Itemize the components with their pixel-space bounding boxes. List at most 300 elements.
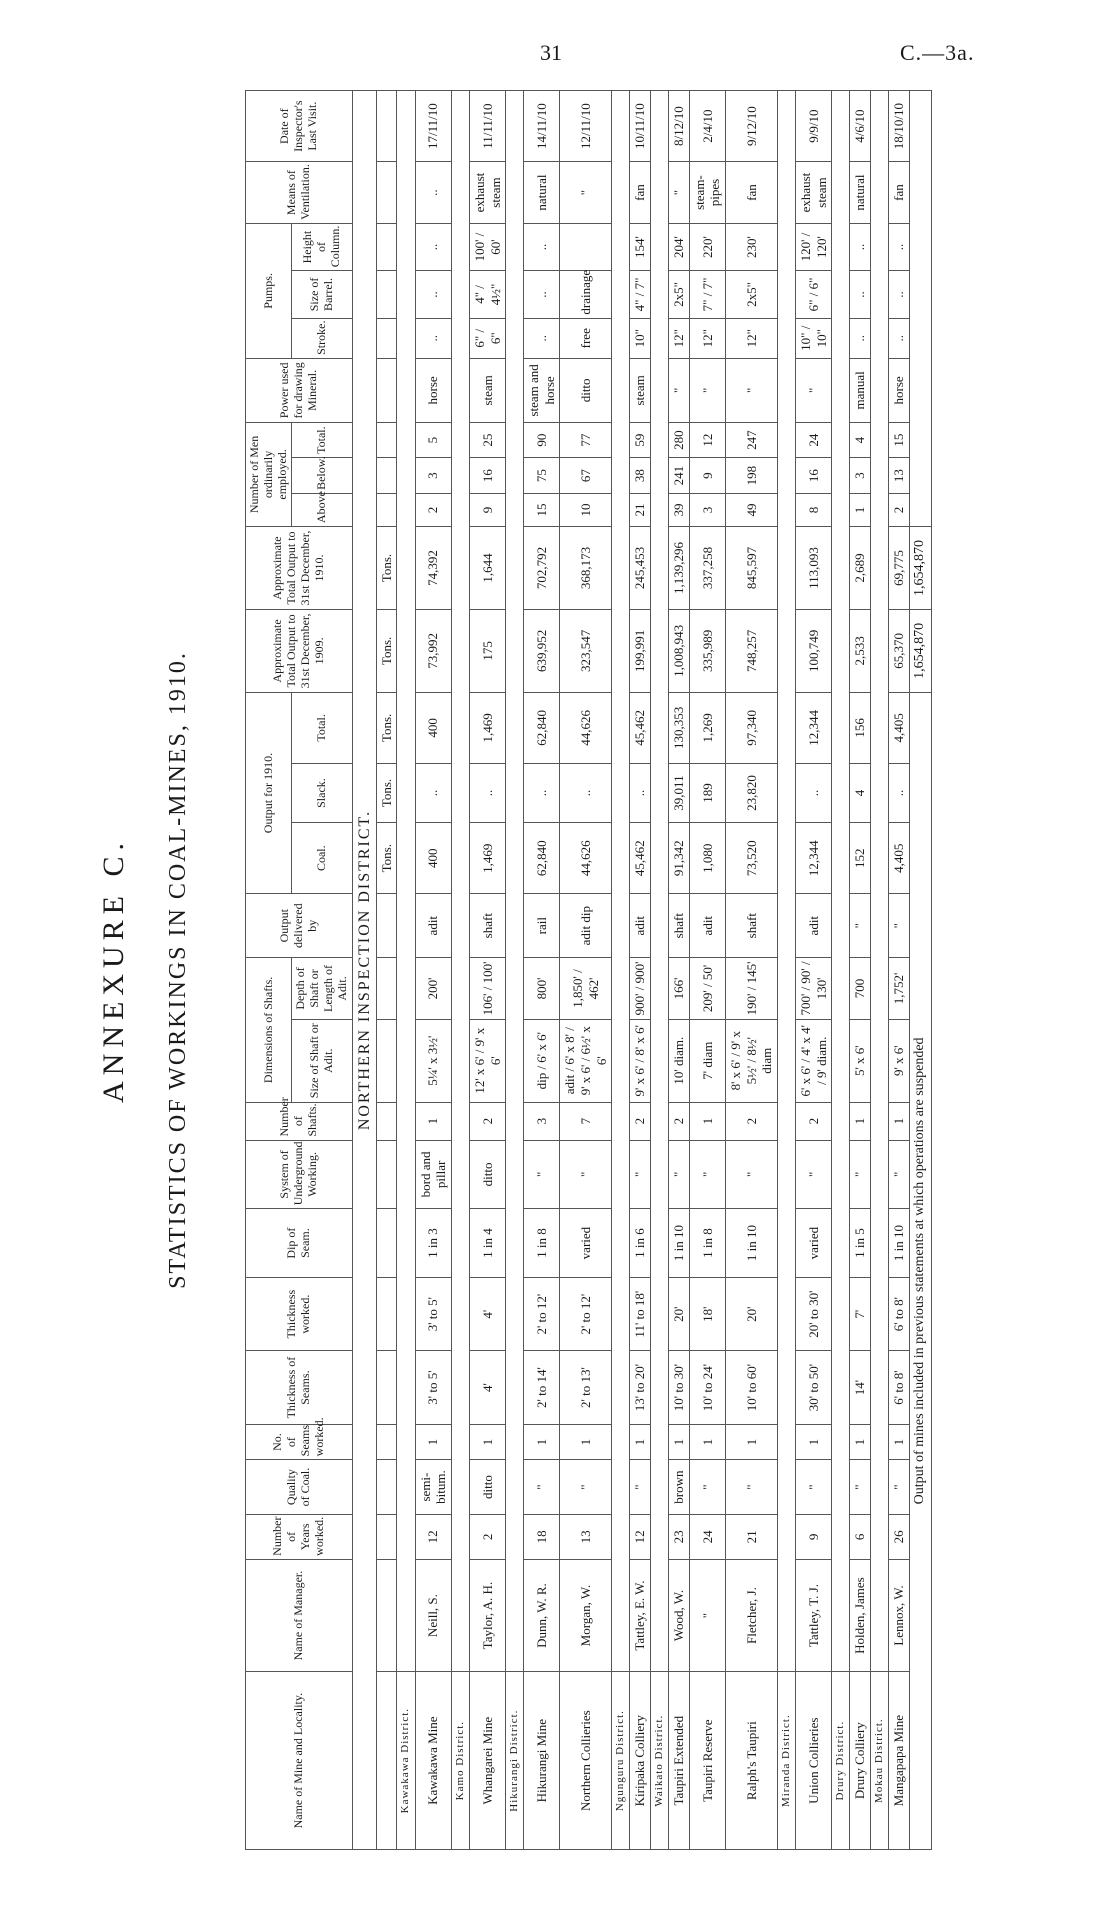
cell-name: Drury Colliery — [850, 1672, 871, 1850]
cell-dip: 1 in 6 — [630, 1209, 651, 1278]
cell-power: steam and horse — [524, 358, 560, 422]
cell-quality: " — [524, 1460, 560, 1514]
page-number: 31 — [540, 40, 562, 65]
rotated-page-content — [95, 90, 995, 1850]
header-men-above: Above — [292, 493, 352, 526]
header-barrel: Size of Barrel. — [292, 271, 352, 318]
cell-seams: 1 — [889, 1424, 910, 1460]
cell-coal: 1,080 — [689, 823, 725, 894]
cell-above: 8 — [795, 493, 831, 526]
cell-power: horse — [415, 358, 451, 422]
cell-slack: .. — [889, 763, 910, 822]
cell-column: .. — [889, 223, 910, 270]
cell-visit: 12/11/10 — [560, 91, 612, 162]
cell-depth: 700 — [850, 958, 871, 1020]
cell-above: 9 — [469, 493, 505, 526]
cell-delivered: shaft — [726, 894, 778, 958]
cell-coal: 45,462 — [630, 823, 651, 894]
cell-years: 12 — [630, 1514, 651, 1559]
cell-slack: .. — [795, 763, 831, 822]
cell-manager: Holden, James — [850, 1559, 871, 1672]
cell-out10: 845,597 — [726, 527, 778, 610]
cell-stroke: free — [560, 318, 612, 358]
header-dim-size: Size of Shaft or Adit. — [292, 1019, 352, 1102]
header-manager: Name of Manager. — [246, 1559, 353, 1672]
cell-total: 1,469 — [469, 692, 505, 763]
header-men-total: Total. — [292, 422, 352, 458]
cell-below: 9 — [689, 458, 725, 494]
cell-below: 13 — [889, 458, 910, 494]
cell-years: 24 — [689, 1514, 725, 1559]
cell-manager: Tattley, T. J. — [795, 1559, 831, 1672]
cell-shafts: 1 — [850, 1102, 871, 1140]
cell-column: .. — [415, 223, 451, 270]
cell-manager: Lennox, W. — [889, 1559, 910, 1672]
cell-worked: 20' — [726, 1277, 778, 1350]
cell-size: 6' x 6' / 4' x 4' / 9' diam. — [795, 1019, 831, 1102]
cell-dip: 1 in 4 — [469, 1209, 505, 1278]
cell-stroke: .. — [524, 318, 560, 358]
table-row — [469, 91, 505, 1850]
district-name: Drury District. — [832, 1672, 850, 1850]
cell-power: ditto — [560, 358, 612, 422]
cell-thick: 14' — [850, 1351, 871, 1424]
cell-dip: 1 in 10 — [726, 1209, 778, 1278]
cell-above: 49 — [726, 493, 778, 526]
document-code: C.—3a. — [900, 40, 975, 65]
cell-vent: " — [560, 162, 612, 224]
cell-coal: 91,342 — [669, 823, 690, 894]
cell-delivered: adit — [689, 894, 725, 958]
cell-barrel: 7" / 7" — [689, 271, 725, 318]
cell-depth: 700' / 90' / 130' — [795, 958, 831, 1020]
footnote-output-1910: 1,654,870 — [909, 527, 931, 610]
cell-delivered: " — [850, 894, 871, 958]
cell-size: 9' x 6' — [889, 1019, 910, 1102]
cell-years: 2 — [469, 1514, 505, 1559]
cell-mtotal: 280 — [669, 422, 690, 458]
header-total: Total. — [292, 692, 352, 763]
cell-column: 154' — [630, 223, 651, 270]
cell-column: .. — [850, 223, 871, 270]
cell-delivered: adit — [415, 894, 451, 958]
cell-mtotal: 12 — [689, 422, 725, 458]
cell-coal: 44,626 — [560, 823, 612, 894]
cell-coal: 4,405 — [889, 823, 910, 894]
district-name: Waikato District. — [651, 1672, 669, 1850]
cell-shafts: 3 — [524, 1102, 560, 1140]
cell-thick: 3' to 5' — [415, 1351, 451, 1424]
cell-worked: 2' to 12' — [524, 1277, 560, 1350]
annexure-heading: ANNEXURE C. — [97, 837, 130, 1103]
cell-years: 13 — [560, 1514, 612, 1559]
unit-total: Tons. — [376, 692, 397, 763]
district-heading-row — [451, 91, 469, 1850]
header-dimensions: Dimensions of Shafts. — [246, 958, 292, 1102]
cell-barrel: 6" / 6" — [795, 271, 831, 318]
cell-slack: 189 — [689, 763, 725, 822]
cell-system: " — [669, 1140, 690, 1209]
cell-mtotal: 25 — [469, 422, 505, 458]
cell-mtotal: 77 — [560, 422, 612, 458]
cell-above: 39 — [669, 493, 690, 526]
cell-out10: 1,644 — [469, 527, 505, 610]
cell-column: .. — [524, 223, 560, 270]
cell-out09: 748,257 — [726, 609, 778, 692]
cell-power: " — [726, 358, 778, 422]
cell-below: 38 — [630, 458, 651, 494]
cell-delivered: shaft — [669, 894, 690, 958]
table-row — [850, 91, 871, 1850]
header-name-locality: Name of Mine and Locality. — [246, 1672, 353, 1850]
header-output-1910: Output for 1910. — [246, 692, 292, 893]
cell-seams: 1 — [560, 1424, 612, 1460]
cell-seams: 1 — [726, 1424, 778, 1460]
cell-total: 97,340 — [726, 692, 778, 763]
cell-coal: 62,840 — [524, 823, 560, 894]
cell-thick: 10' to 24' — [689, 1351, 725, 1424]
cell-years: 6 — [850, 1514, 871, 1559]
table-row — [689, 91, 725, 1850]
cell-mtotal: 15 — [889, 422, 910, 458]
cell-thick: 30' to 50' — [795, 1351, 831, 1424]
cell-visit: 17/11/10 — [415, 91, 451, 162]
cell-seams: 1 — [415, 1424, 451, 1460]
header-coal: Coal. — [292, 823, 352, 894]
header-seams-worked: No. of Seams worked. — [246, 1424, 353, 1460]
cell-system: " — [630, 1140, 651, 1209]
cell-shafts: 2 — [669, 1102, 690, 1140]
cell-delivered: rail — [524, 894, 560, 958]
cell-quality: " — [560, 1460, 612, 1514]
cell-above: 21 — [630, 493, 651, 526]
unit-out10: Tons. — [376, 527, 397, 610]
cell-barrel: .. — [850, 271, 871, 318]
cell-seams: 1 — [630, 1424, 651, 1460]
cell-quality: brown — [669, 1460, 690, 1514]
cell-seams: 1 — [850, 1424, 871, 1460]
cell-worked: 6' to 8' — [889, 1277, 910, 1350]
table-row — [889, 91, 910, 1850]
cell-size: 12' x 6' / 9' x 6' — [469, 1019, 505, 1102]
cell-name: Ralph's Taupiri — [726, 1672, 778, 1850]
cell-slack: 39,011 — [669, 763, 690, 822]
cell-manager: Wood, W. — [669, 1559, 690, 1672]
cell-out09: 65,370 — [889, 609, 910, 692]
cell-above: 3 — [689, 493, 725, 526]
cell-years: 21 — [726, 1514, 778, 1559]
cell-depth: 900' / 900' — [630, 958, 651, 1020]
cell-barrel: 2x5" — [726, 271, 778, 318]
cell-power: horse — [889, 358, 910, 422]
cell-depth: 1,752' — [889, 958, 910, 1020]
cell-out10: 702,792 — [524, 527, 560, 610]
cell-thick: 6' to 8' — [889, 1351, 910, 1424]
cell-thick: 2' to 14' — [524, 1351, 560, 1424]
cell-size: 7' diam — [689, 1019, 725, 1102]
cell-name: Whangarei Mine — [469, 1672, 505, 1850]
cell-stroke: .. — [415, 318, 451, 358]
cell-out10: 245,453 — [630, 527, 651, 610]
cell-seams: 1 — [689, 1424, 725, 1460]
cell-visit: 9/9/10 — [795, 91, 831, 162]
cell-power: " — [795, 358, 831, 422]
cell-mtotal: 90 — [524, 422, 560, 458]
cell-visit: 18/10/10 — [889, 91, 910, 162]
header-dim-depth: Depth of Shaft or Length of Adit. — [292, 958, 352, 1020]
cell-size: 5¼' x 3½' — [415, 1019, 451, 1102]
cell-stroke: .. — [850, 318, 871, 358]
cell-shafts: 2 — [630, 1102, 651, 1140]
cell-column: 120' / 120' — [795, 223, 831, 270]
cell-name: Mangapapa Mine — [889, 1672, 910, 1850]
cell-vent: natural — [524, 162, 560, 224]
cell-size: 8' x 6' / 9' x 5½' / 8½' diam — [726, 1019, 778, 1102]
cell-years: 18 — [524, 1514, 560, 1559]
cell-visit: 4/6/10 — [850, 91, 871, 162]
inspection-district-heading: NORTHERN INSPECTION DISTRICT. — [352, 91, 376, 1850]
cell-years: 26 — [889, 1514, 910, 1559]
cell-power: " — [689, 358, 725, 422]
cell-worked: 11' to 18' — [630, 1277, 651, 1350]
cell-worked: 2' to 12' — [560, 1277, 612, 1350]
cell-power: steam — [469, 358, 505, 422]
cell-thick: 10' to 30' — [669, 1351, 690, 1424]
district-name: Kamo District. — [451, 1672, 469, 1850]
cell-stroke: 12" — [669, 318, 690, 358]
cell-size: adit / 6' x 8' / 9' x 6' / 6½' x 6' — [560, 1019, 612, 1102]
cell-total: 130,353 — [669, 692, 690, 763]
cell-slack: .. — [560, 763, 612, 822]
cell-out10: 74,392 — [415, 527, 451, 610]
cell-shafts: 1 — [689, 1102, 725, 1140]
cell-manager: Dunn, W. R. — [524, 1559, 560, 1672]
cell-size: 9' x 6' / 8' x 6' — [630, 1019, 651, 1102]
cell-depth: 800' — [524, 958, 560, 1020]
header-men: Number of Men ordinarily employed. — [246, 422, 292, 526]
cell-barrel: 2x5" — [669, 271, 690, 318]
cell-shafts: 1 — [889, 1102, 910, 1140]
table-row — [795, 91, 831, 1850]
district-heading-row — [870, 91, 888, 1850]
cell-barrel: drainage — [560, 271, 612, 318]
table-row — [669, 91, 690, 1850]
cell-stroke: 6" / 6" — [469, 318, 505, 358]
cell-out10: 113,093 — [795, 527, 831, 610]
header-system: System of Underground Working. — [246, 1140, 353, 1209]
cell-column: 204' — [669, 223, 690, 270]
cell-visit: 8/12/10 — [669, 91, 690, 162]
cell-stroke: 10" — [630, 318, 651, 358]
cell-worked: 18' — [689, 1277, 725, 1350]
district-name: Miranda District. — [777, 1672, 795, 1850]
cell-manager: " — [689, 1559, 725, 1672]
unit-coal: Tons. — [376, 823, 397, 894]
cell-name: Union Collieries — [795, 1672, 831, 1850]
cell-vent: steam-pipes — [689, 162, 725, 224]
cell-vent: " — [669, 162, 690, 224]
cell-slack: 4 — [850, 763, 871, 822]
cell-manager: Taylor, A. H. — [469, 1559, 505, 1672]
cell-total: 400 — [415, 692, 451, 763]
cell-shafts: 7 — [560, 1102, 612, 1140]
cell-seams: 1 — [795, 1424, 831, 1460]
header-power: Power used for drawing Mineral. — [246, 358, 353, 422]
cell-below: 67 — [560, 458, 612, 494]
district-heading-row — [612, 91, 630, 1850]
cell-out09: 199,991 — [630, 609, 651, 692]
footnote-label: Output of mines included in previous statements at which operations are suspended — [909, 692, 931, 1849]
table-row — [630, 91, 651, 1850]
table-row — [415, 91, 451, 1850]
cell-delivered: shaft — [469, 894, 505, 958]
cell-years: 12 — [415, 1514, 451, 1559]
cell-vent: exhaust steam — [469, 162, 505, 224]
cell-slack: .. — [630, 763, 651, 822]
cell-years: 23 — [669, 1514, 690, 1559]
table-title: STATISTICS OF WORKINGS IN COAL-MINES, 1910. — [165, 651, 191, 1289]
cell-size: dip / 6' x 6' — [524, 1019, 560, 1102]
cell-above: 10 — [560, 493, 612, 526]
cell-worked: 3' to 5' — [415, 1277, 451, 1350]
cell-system: bord and pillar — [415, 1140, 451, 1209]
cell-total: 156 — [850, 692, 871, 763]
cell-out10: 368,173 — [560, 527, 612, 610]
district-name: Ngunguru District. — [612, 1672, 630, 1850]
cell-shafts: 2 — [469, 1102, 505, 1140]
cell-seams: 1 — [524, 1424, 560, 1460]
cell-out10: 2,689 — [850, 527, 871, 610]
cell-coal: 400 — [415, 823, 451, 894]
cell-total: 12,344 — [795, 692, 831, 763]
cell-slack: .. — [524, 763, 560, 822]
header-last-visit: Date of Inspector's Last Visit. — [246, 91, 353, 162]
cell-barrel: .. — [415, 271, 451, 318]
cell-thick: 4' — [469, 1351, 505, 1424]
cell-depth: 200' — [415, 958, 451, 1020]
header-thickness-seams: Thickness of Seams. — [246, 1351, 353, 1424]
cell-name: Kawakawa Mine — [415, 1672, 451, 1850]
header-stroke: Stroke. — [292, 318, 352, 358]
cell-name: Taupiri Reserve — [689, 1672, 725, 1850]
table-row — [524, 91, 560, 1850]
cell-system: " — [689, 1140, 725, 1209]
cell-below: 3 — [415, 458, 451, 494]
cell-column: 230' — [726, 223, 778, 270]
cell-system: " — [795, 1140, 831, 1209]
cell-visit: 10/11/10 — [630, 91, 651, 162]
cell-out09: 1,008,943 — [669, 609, 690, 692]
cell-name: Northern Collieries — [560, 1672, 612, 1850]
cell-name: Kiripaka Colliery — [630, 1672, 651, 1850]
cell-dip: varied — [560, 1209, 612, 1278]
cell-above: 15 — [524, 493, 560, 526]
district-heading-row — [832, 91, 850, 1850]
cell-visit: 9/12/10 — [726, 91, 778, 162]
cell-mtotal: 247 — [726, 422, 778, 458]
cell-barrel: 4" / 4½" — [469, 271, 505, 318]
district-name: Kawakawa District. — [397, 1672, 415, 1850]
cell-name: Taupiri Extended — [669, 1672, 690, 1850]
cell-vent: natural — [850, 162, 871, 224]
cell-stroke: 12" — [689, 318, 725, 358]
cell-below: 198 — [726, 458, 778, 494]
cell-quality: " — [689, 1460, 725, 1514]
cell-out09: 100,749 — [795, 609, 831, 692]
cell-out09: 2,533 — [850, 609, 871, 692]
cell-quality: semi-bitum. — [415, 1460, 451, 1514]
cell-system: ditto — [469, 1140, 505, 1209]
cell-vent: exhaust steam — [795, 162, 831, 224]
district-heading-row — [506, 91, 524, 1850]
header-ventilation: Means of Ventilation. — [246, 162, 353, 224]
cell-depth: 1,850' / 462' — [560, 958, 612, 1020]
cell-manager: Fletcher, J. — [726, 1559, 778, 1672]
cell-system: " — [889, 1140, 910, 1209]
cell-mtotal: 5 — [415, 422, 451, 458]
cell-system: " — [524, 1140, 560, 1209]
cell-dip: 1 in 10 — [669, 1209, 690, 1278]
cell-power: steam — [630, 358, 651, 422]
cell-mtotal: 4 — [850, 422, 871, 458]
cell-system: " — [560, 1140, 612, 1209]
header-shafts: Number of Shafts. — [246, 1102, 353, 1140]
header-pumps: Pumps. — [246, 223, 292, 358]
header-column: Height of Column. — [292, 223, 352, 270]
unit-slack: Tons. — [376, 763, 397, 822]
cell-vent: fan — [630, 162, 651, 224]
cell-mtotal: 24 — [795, 422, 831, 458]
cell-out10: 337,258 — [689, 527, 725, 610]
unit-out09: Tons. — [376, 609, 397, 692]
cell-delivered: adit dip — [560, 894, 612, 958]
cell-manager: Neill, S. — [415, 1559, 451, 1672]
district-heading-row — [777, 91, 795, 1850]
cell-out09: 73,992 — [415, 609, 451, 692]
cell-above: 2 — [889, 493, 910, 526]
cell-mtotal: 59 — [630, 422, 651, 458]
cell-power: manual — [850, 358, 871, 422]
cell-dip: varied — [795, 1209, 831, 1278]
header-output-to-1910: Approximate Total Output to 31st December, 1910. — [246, 527, 353, 610]
cell-stroke: 10" / 10" — [795, 318, 831, 358]
cell-out09: 175 — [469, 609, 505, 692]
cell-coal: 152 — [850, 823, 871, 894]
cell-column: 220' — [689, 223, 725, 270]
header-delivered: Output delivered by — [246, 894, 353, 958]
cell-depth: 166' — [669, 958, 690, 1020]
cell-delivered: " — [889, 894, 910, 958]
cell-vent: .. — [415, 162, 451, 224]
cell-out09: 639,952 — [524, 609, 560, 692]
cell-coal: 1,469 — [469, 823, 505, 894]
header-thickness-worked: Thickness worked. — [246, 1277, 353, 1350]
cell-dip: 1 in 5 — [850, 1209, 871, 1278]
cell-dip: 1 in 10 — [889, 1209, 910, 1278]
table-row — [560, 91, 612, 1850]
cell-below: 16 — [469, 458, 505, 494]
cell-shafts: 2 — [795, 1102, 831, 1140]
cell-seams: 1 — [469, 1424, 505, 1460]
table-body — [352, 91, 909, 1850]
cell-total: 1,269 — [689, 692, 725, 763]
table-row — [726, 91, 778, 1850]
cell-quality: " — [850, 1460, 871, 1514]
cell-out10: 69,775 — [889, 527, 910, 610]
cell-barrel: 4" / 7" — [630, 271, 651, 318]
cell-delivered: adit — [795, 894, 831, 958]
cell-thick: 13' to 20' — [630, 1351, 651, 1424]
